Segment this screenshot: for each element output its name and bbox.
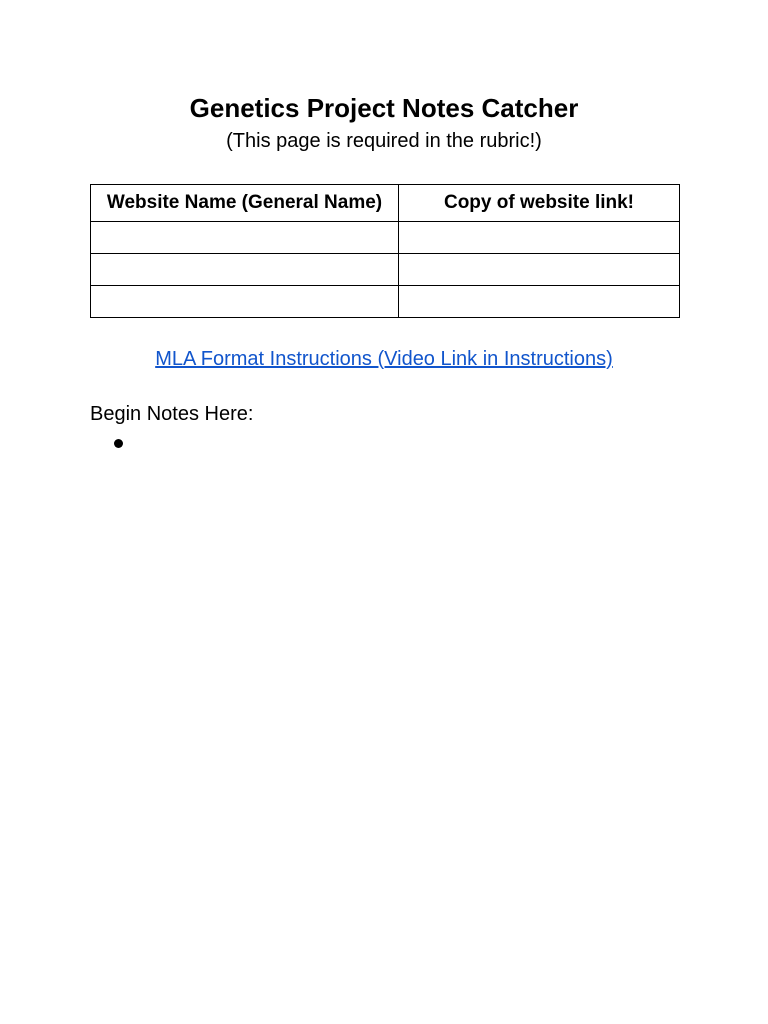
table-header-row — [91, 185, 680, 222]
table-cell-website-name[interactable] — [91, 222, 399, 254]
table-row — [91, 286, 680, 318]
table-cell-website-name[interactable] — [91, 286, 399, 318]
table-cell-website-link[interactable] — [399, 254, 680, 286]
sources-table — [90, 184, 680, 318]
mla-format-link[interactable]: MLA Format Instructions (Video Link in Instructions) — [155, 348, 613, 370]
header-website-link: Copy of website link! — [399, 185, 680, 222]
table-row — [91, 254, 680, 286]
header-website-name: Website Name (General Name) — [91, 185, 399, 222]
table-cell-website-name[interactable] — [91, 254, 399, 286]
mla-link-container — [0, 346, 768, 372]
table-cell-website-link[interactable] — [399, 222, 680, 254]
page-subtitle: (This page is required in the rubric!) — [226, 130, 542, 152]
table-row — [91, 222, 680, 254]
notes-heading: Begin Notes Here: — [90, 403, 254, 425]
table-cell-website-link[interactable] — [399, 286, 680, 318]
page-title: Genetics Project Notes Catcher — [189, 93, 579, 123]
notes-list — [110, 430, 670, 456]
bullet-icon — [114, 439, 123, 448]
